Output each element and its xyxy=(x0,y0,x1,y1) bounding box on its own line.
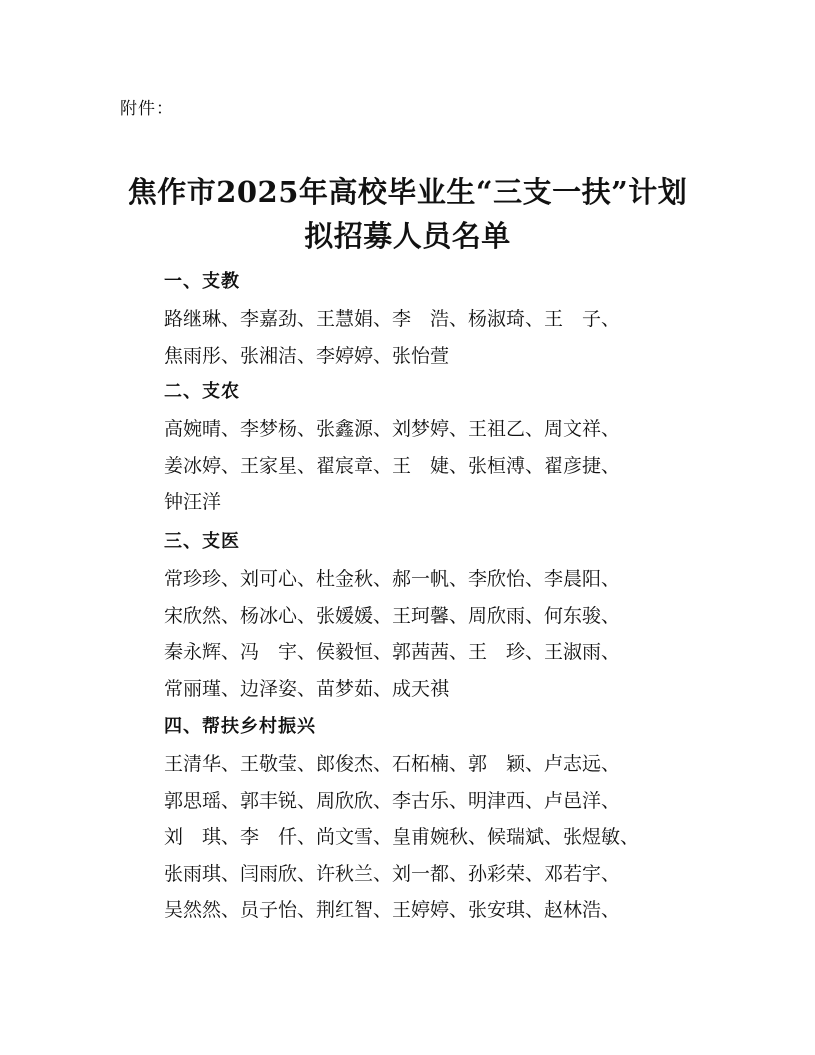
name-row: 钟汪洋 xyxy=(164,491,222,513)
name-row: 郭思瑶、郭丰锐、周欣欣、李古乐、明津西、卢邑洋、 xyxy=(164,789,621,812)
attachment-label: 附件： xyxy=(120,99,174,119)
name-row: 秦永辉、冯 宇、侯毅恒、郭茜茜、王 珍、王淑雨、 xyxy=(164,641,621,663)
name-row: 刘 琪、李 仟、尚文雪、皇甫婉秋、候瑞斌、张煜敏、 xyxy=(164,826,640,848)
name-list xyxy=(164,301,704,374)
name-row: 焦雨彤、张湘洁、李婷婷、张怡萱 xyxy=(164,344,450,367)
name-row: 常丽瑾、边泽姿、苗梦茹、成天祺 xyxy=(164,677,450,700)
section-heading: 二、支农 xyxy=(164,381,240,402)
name-row: 姜冰婷、王家星、翟宸章、王 婕、张桓溥、翟彦捷、 xyxy=(164,454,621,477)
name-list xyxy=(164,746,704,929)
name-row: 王清华、王敬莹、郎俊杰、石柘楠、郭 颖、卢志远、 xyxy=(164,753,621,775)
name-row: 高婉晴、李梦杨、张鑫源、刘梦婷、王祖乙、周文祥、 xyxy=(164,418,621,440)
section-heading: 一、支教 xyxy=(164,271,240,292)
section-heading: 三、支医 xyxy=(164,531,240,552)
name-row: 路继琳、李嘉劲、王慧娟、李 浩、杨淑琦、王 子、 xyxy=(164,308,621,330)
name-row: 宋欣然、杨冰心、张媛媛、王珂馨、周欣雨、何东骏、 xyxy=(164,604,621,627)
section-agriculture xyxy=(164,373,704,521)
section-teaching xyxy=(164,263,704,374)
name-row: 张雨琪、闫雨欣、许秋兰、刘一都、孙彩荣、邓若宇、 xyxy=(164,862,621,885)
section-rural-revitalization xyxy=(164,708,704,929)
name-row: 常珍珍、刘可心、杜金秋、郝一帆、李欣怡、李晨阳、 xyxy=(164,568,621,590)
document-title-line-1: 焦作市2025年高校毕业生“三支一扶”计划 xyxy=(127,175,688,209)
document-title-line-2: 拟招募人员名单 xyxy=(304,219,511,253)
section-medical xyxy=(164,523,704,707)
section-heading: 四、帮扶乡村振兴 xyxy=(164,716,316,737)
name-row: 吴然然、员子怡、荆红智、王婷婷、张安琪、赵林浩、 xyxy=(164,899,621,921)
name-list xyxy=(164,561,704,707)
name-list xyxy=(164,411,704,521)
